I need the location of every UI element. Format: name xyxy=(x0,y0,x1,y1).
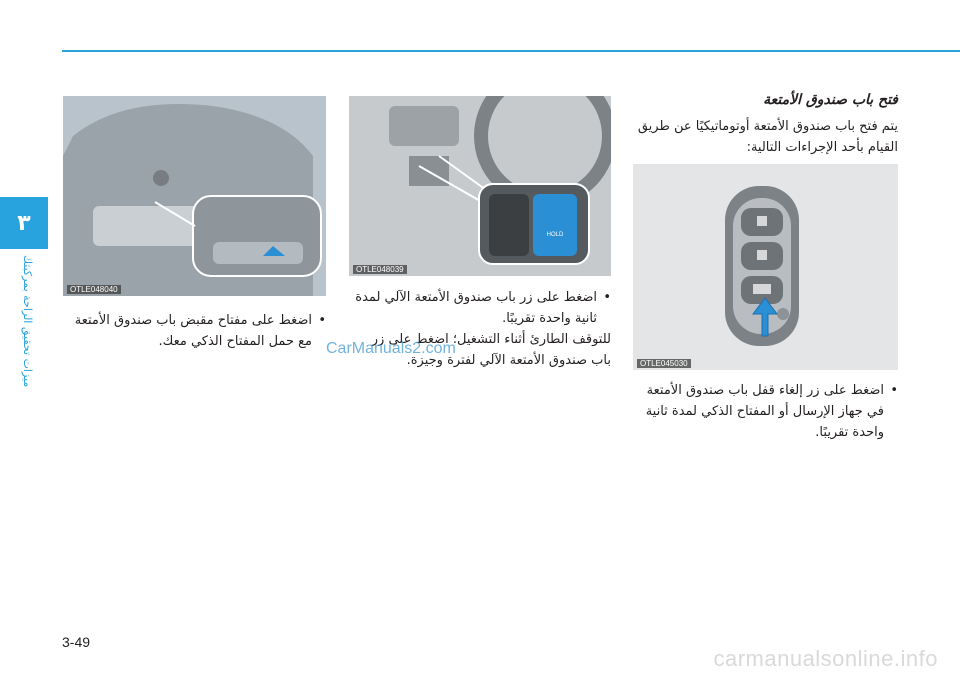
bullet-left-column xyxy=(64,310,326,352)
watermark-carmanuals2: CarManuals2.com xyxy=(326,340,456,357)
bullet-item-handle: • اضغط على مفتاح مقبض باب صندوق الأمتعة مع حمل المفتاح الذكي معك. xyxy=(64,310,326,352)
tailgate-illustration xyxy=(63,96,326,296)
figure-tailgate xyxy=(63,96,326,296)
bullet-item-remote: • اضغط على زر إلغاء قفل باب صندوق الأمتعة في جهاز الإرسال أو المفتاح الذكي لمدة ثانية واحدة تقريبًا. xyxy=(636,380,898,443)
svg-text:HOLD: HOLD xyxy=(546,232,564,238)
key-fob-illustration xyxy=(633,164,898,370)
dash-switch-illustration xyxy=(349,96,611,276)
bullet-middle-column xyxy=(349,287,611,371)
top-rule xyxy=(62,50,960,52)
figure-label-dash-switch: OTLE048039 xyxy=(353,265,407,274)
page-number: 3-49 xyxy=(62,634,91,650)
figure-label-key-fob: OTLE045030 xyxy=(637,359,691,368)
watermark-carmanualsonline: carmanualsonline.info xyxy=(713,646,938,671)
figure-key-fob xyxy=(633,164,898,370)
chapter-tab: ٣ xyxy=(0,197,48,249)
figure-dash-switch xyxy=(349,96,611,276)
intro-text: يتم فتح باب صندوق الأمتعة أوتوماتيكيًا عن طريق القيام بأحد الإجراءات التالية: xyxy=(637,119,898,155)
chapter-vertical-label: ميزات تحقيق الراحة بمركبتك xyxy=(21,255,34,388)
bullet-item-stop-note: للتوقف الطارئ أثناء التشغيل؛ اضغط على زر باب صندوق الأمتعة الآلي لفترة وجيزة. xyxy=(371,332,611,368)
bullet-right-column xyxy=(636,380,898,443)
figure-label-tailgate: OTLE048040 xyxy=(67,285,121,294)
bullet-item-switch: • اضغط على زر باب صندوق الأمتعة الآلي لمدة ثانية واحدة تقريبًا. xyxy=(349,287,611,329)
section-title: فتح باب صندوق الأمتعة xyxy=(763,92,898,108)
